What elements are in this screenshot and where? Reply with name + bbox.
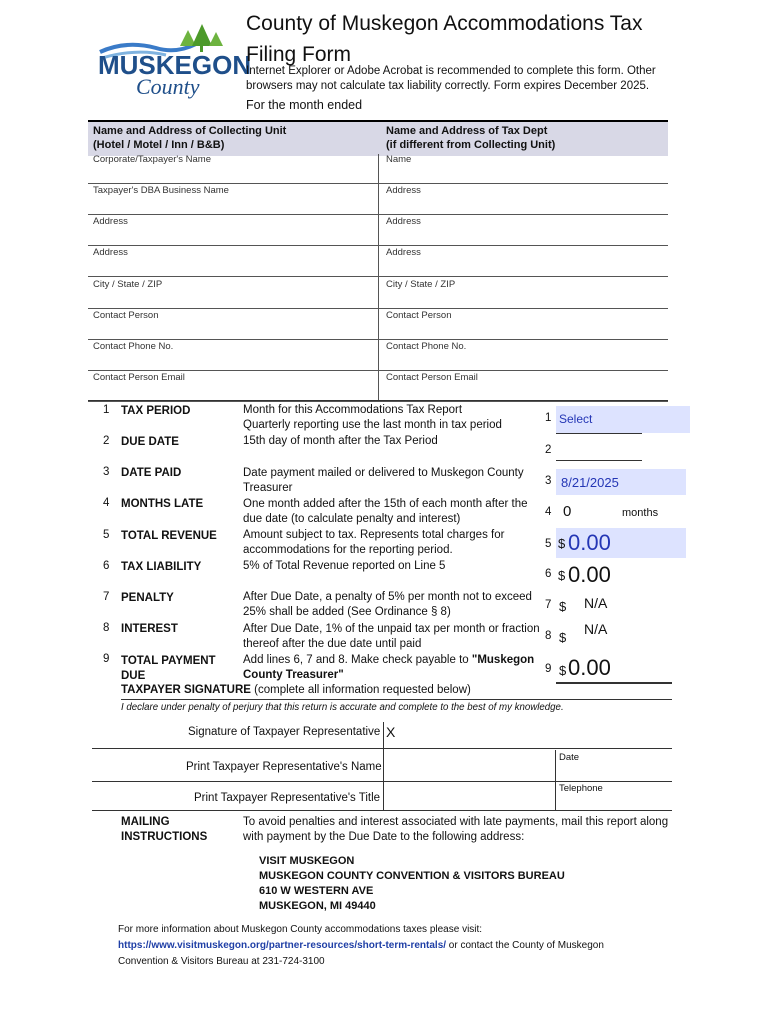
address-table-header <box>88 120 668 156</box>
field-label: City / State / ZIP <box>386 279 456 290</box>
field-label: Address <box>386 216 421 227</box>
line-desc-1: Add lines 6, 7 and 8. Make check payable to <box>243 654 472 666</box>
left-header-line2: (Hotel / Motel / Inn / B&B) <box>93 139 225 151</box>
field-label: Address <box>93 216 128 227</box>
line-label: INTEREST <box>121 623 178 635</box>
mailing-text-1: To avoid penalties and interest associated with late payments, mail this report along <box>243 816 669 828</box>
field-label: Contact Person <box>93 310 159 321</box>
currency-symbol: $ <box>559 599 567 614</box>
line-desc <box>243 528 504 558</box>
line-desc-1: Amount subject to tax. Represents total charges for <box>243 529 505 541</box>
value-number: 3 <box>545 475 552 487</box>
date-paid-value: 8/21/2025 <box>561 475 619 490</box>
title-label: Print Taxpayer Representative's Title <box>194 792 381 804</box>
address-line: MUSKEGON COUNTY CONVENTION & VISITORS BUREAU <box>259 870 565 882</box>
mailing-label-1: MAILING <box>121 816 170 828</box>
field-label: Contact Phone No. <box>93 341 174 352</box>
field-label: Contact Phone No. <box>386 341 467 352</box>
field-label: Address <box>386 185 421 196</box>
line-desc-2: thereof after the due date until paid <box>243 638 422 650</box>
total-revenue-value: 0.00 <box>568 530 611 555</box>
months-late-value: 0 <box>563 503 572 520</box>
line-desc-2: due date (to calculate penalty and interest) <box>243 513 461 525</box>
signature-label: Signature of Taxpayer Representative <box>188 726 381 738</box>
signature-x-mark: X <box>386 724 396 740</box>
line-desc-2: County Treasurer" <box>243 669 344 681</box>
line-desc <box>243 497 528 527</box>
right-header-line2: (if different from Collecting Unit) <box>386 139 556 151</box>
line-desc-2: Quarterly reporting use the last month in tax period <box>243 419 502 431</box>
address-row[interactable] <box>88 183 668 215</box>
line-desc-2: accommodations for the reporting period. <box>243 544 453 556</box>
line-label: TAX LIABILITY <box>121 561 202 573</box>
value-number: 2 <box>545 444 552 456</box>
line-desc: 5% of Total Revenue reported on Line 5 <box>243 560 446 572</box>
line-label: MONTHS LATE <box>121 498 204 510</box>
value-number: 7 <box>545 599 552 611</box>
date-paid-input[interactable] <box>556 469 686 495</box>
line-number: 4 <box>103 497 110 509</box>
line-number: 5 <box>103 529 110 541</box>
line-label-2: DUE <box>121 670 146 682</box>
mailing-text-2: with payment by the Due Date to the following address: <box>243 831 525 843</box>
title-line1: County of Muskegon Accommodations Tax <box>246 12 643 35</box>
line-number: 9 <box>103 653 110 665</box>
signature-heading-note: (complete all information requested below) <box>250 684 471 696</box>
field-label: City / State / ZIP <box>93 279 163 290</box>
penalty-value: N/A <box>584 595 608 611</box>
title-line2: Filing Form <box>246 43 352 66</box>
rentals-link[interactable]: https://www.visitmuskegon.org/partner-resources/short-term-rentals/ <box>118 940 447 951</box>
line-desc <box>243 590 532 620</box>
signature-divider <box>121 699 672 700</box>
address-row[interactable] <box>88 245 668 277</box>
signature-field-left-border <box>383 722 384 810</box>
line-desc-1: Month for this Accommodations Tax Report <box>243 404 463 416</box>
telephone-label: Telephone <box>559 783 603 794</box>
total-due-value: 0.00 <box>568 655 611 680</box>
line-label: TOTAL REVENUE <box>121 530 217 542</box>
field-label: Contact Person Email <box>386 372 478 383</box>
signature-heading <box>121 684 471 696</box>
browser-notice <box>246 64 666 94</box>
address-row[interactable] <box>88 214 668 246</box>
mailing-label-2: INSTRUCTIONS <box>121 831 208 843</box>
line-desc-2: 25% shall be added (See Ordinance § 8) <box>243 606 451 618</box>
tax-liability-value: 0.00 <box>568 562 611 587</box>
field-label: Contact Person <box>386 310 452 321</box>
currency-symbol: $ <box>559 663 567 678</box>
field-label: Name <box>386 154 412 165</box>
address-row[interactable] <box>88 308 668 340</box>
tax-period-value: Select <box>559 412 593 426</box>
line-number: 1 <box>103 404 110 416</box>
date-field-border <box>555 750 556 810</box>
value-number: 9 <box>545 663 552 675</box>
line-label: DUE DATE <box>121 436 179 448</box>
right-header-line1: Name and Address of Tax Dept <box>386 125 548 137</box>
line-number: 2 <box>103 435 110 447</box>
address-row[interactable] <box>88 339 668 371</box>
address-line: VISIT MUSKEGON <box>259 855 355 867</box>
line-desc-1: One month added after the 15th of each month after the <box>243 498 528 510</box>
months-unit: months <box>622 507 659 519</box>
line-label: PENALTY <box>121 592 174 604</box>
line-desc-1: After Due Date, a penalty of 5% per month not to exceed <box>243 591 532 603</box>
currency-symbol: $ <box>558 568 566 583</box>
line-desc <box>243 622 540 652</box>
notice-line1: Internet Explorer or Adobe Acrobat is recommended to complete this form. Other <box>246 65 656 77</box>
currency-symbol: $ <box>558 536 566 551</box>
line-desc-1: After Due Date, 1% of the unpaid tax per month or fraction <box>243 623 540 635</box>
notice-line2: browsers may not calculate tax liability correctly. Form expires December 2025. <box>246 80 650 92</box>
signature-heading-bold: TAXPAYER SIGNATURE <box>121 684 251 696</box>
value-number: 8 <box>545 630 552 642</box>
footer-line1: For more information about Muskegon County accommodations taxes please visit: <box>118 924 483 935</box>
address-row[interactable] <box>88 152 668 184</box>
title-line[interactable] <box>92 810 672 811</box>
logo-text-county: County <box>136 74 200 99</box>
field-label: Contact Person Email <box>93 372 185 383</box>
field-underline <box>556 460 642 461</box>
tax-period-select[interactable] <box>556 406 690 433</box>
total-underline <box>556 682 672 684</box>
left-header-line1: Name and Address of Collecting Unit <box>93 125 287 137</box>
value-number: 5 <box>545 538 552 550</box>
line-number: 6 <box>103 560 110 572</box>
field-label: Corporate/Taxpayer's Name <box>93 154 211 165</box>
line-desc-1-bold: "Muskegon <box>471 654 535 666</box>
logo-text-muskegon: MUSKEGON <box>98 50 252 80</box>
mailing-label <box>121 815 207 845</box>
value-number: 1 <box>545 412 552 424</box>
line-desc-1: Date payment mailed or delivered to Muskegon County <box>243 467 524 479</box>
address-line: 610 W WESTERN AVE <box>259 885 374 897</box>
field-label: Address <box>93 247 128 258</box>
field-label: Address <box>386 247 421 258</box>
name-label: Print Taxpayer Representative's Name <box>186 761 382 773</box>
name-line[interactable] <box>92 781 672 782</box>
footer-line3: Convention & Visitors Bureau at 231-724-3100 <box>118 956 325 967</box>
line-label: TAX PERIOD <box>121 405 191 417</box>
line-label <box>121 654 216 684</box>
line-label-1: TOTAL PAYMENT <box>121 655 216 667</box>
declaration: I declare under penalty of perjury that this return is accurate and complete to the best of my knowledge. <box>121 702 564 713</box>
line-number: 3 <box>103 466 110 478</box>
signature-line[interactable] <box>92 748 672 749</box>
mailing-text <box>243 815 668 845</box>
line-number: 7 <box>103 591 110 603</box>
address-row[interactable] <box>88 277 668 309</box>
mailing-address <box>259 854 565 914</box>
value-number: 4 <box>545 506 552 518</box>
footer-line2-rest: or contact the County of Muskegon <box>446 940 604 951</box>
address-line: MUSKEGON, MI 49440 <box>259 900 376 912</box>
line-number: 8 <box>103 622 110 634</box>
line-desc-2: Treasurer <box>243 482 293 494</box>
month-ended-label: For the month ended <box>246 98 363 112</box>
line-desc: 15th day of month after the Tax Period <box>243 435 438 447</box>
value-number: 6 <box>545 568 552 580</box>
field-label: Taxpayer's DBA Business Name <box>93 185 229 196</box>
total-revenue-input[interactable] <box>556 528 686 558</box>
interest-value: N/A <box>584 621 608 637</box>
line-label: DATE PAID <box>121 467 182 479</box>
date-label: Date <box>559 752 580 763</box>
footer-info <box>118 922 678 970</box>
muskegon-county-logo <box>96 22 252 102</box>
address-row[interactable] <box>88 370 668 402</box>
line-desc <box>243 466 524 496</box>
section-divider <box>88 400 668 401</box>
page-title <box>246 8 676 70</box>
field-underline <box>556 433 642 434</box>
line-desc <box>243 403 502 433</box>
line-desc <box>243 653 534 683</box>
currency-symbol: $ <box>559 630 567 645</box>
